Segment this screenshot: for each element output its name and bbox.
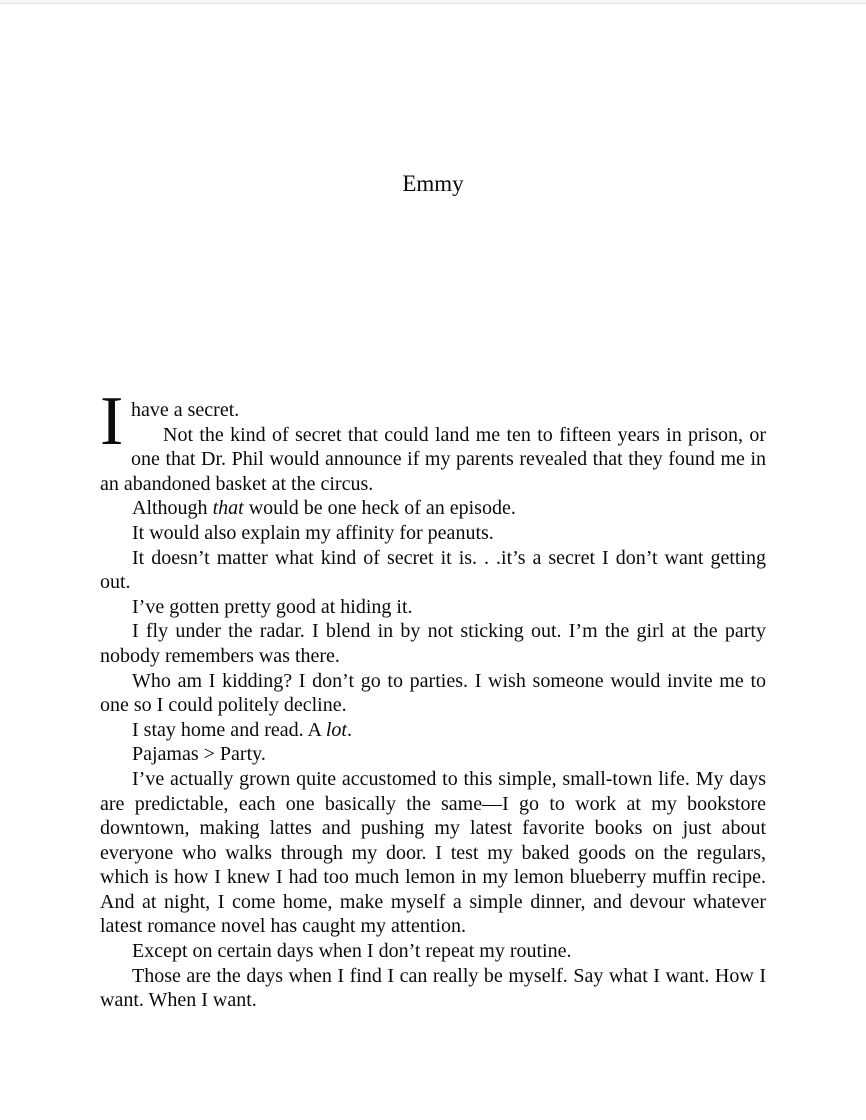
text-run: Not the kind of secret that could land me ten to fifteen years in prison, or one that Dr. Phil would announce if my parents revealed that they found me in an abandoned basket at the circus.: [100, 423, 766, 495]
paragraph: [100, 521, 766, 546]
text-run: It would also explain my affinity for peanuts.: [132, 521, 494, 544]
paragraph: [100, 939, 766, 964]
italic-text: that: [212, 497, 244, 520]
paragraph: [100, 619, 766, 668]
text-run: I fly under the radar. I blend in by not sticking out. I’m the girl at the party nobody remembers was there.: [100, 620, 766, 667]
text-run: Who am I kidding? I don’t go to parties. I wish someone would invite me to one so I could politely decline.: [100, 669, 766, 717]
chapter-title: Emmy: [402, 171, 464, 196]
text-run: Pajamas > Party.: [132, 743, 266, 766]
italic-text: lot: [325, 718, 347, 741]
paragraph: [100, 742, 766, 767]
drop-cap: I: [100, 383, 124, 460]
paragraph: [100, 964, 766, 1013]
text-run: .: [346, 718, 352, 741]
text-run: Although: [132, 497, 213, 520]
paragraph: [100, 767, 766, 939]
paragraph: [100, 669, 766, 718]
paragraph: [100, 718, 766, 743]
text-run: It doesn’t matter what kind of secret it is. . .it’s a secret I don’t want getting out.: [100, 546, 766, 594]
paragraph: [100, 595, 766, 620]
text-run: I’ve gotten pretty good at hiding it.: [132, 595, 413, 618]
text-run: Those are the days when I find I can really be myself. Say what I want. How I want. When I want.: [100, 964, 766, 1012]
text-run: Except on certain days when I don’t repeat my routine.: [132, 940, 572, 963]
paragraph: [100, 423, 766, 497]
text-run: would be one heck of an episode.: [243, 497, 516, 520]
text-run: I’ve actually grown quite accustomed to this simple, small-town life. My days are predictable, each one basically the same—I go to work at my bookstore downtown, making lattes and pushing my latest favorite books on just about everyone who walks through my door. I test my baked goods on the regulars, which is how I knew I had too much lemon in my lemon blueberry muffin recipe. And at night, I come home, make myself a simple dinner, and devour whatever latest romance novel has caught my attention.: [100, 767, 766, 938]
paragraph: [100, 546, 766, 595]
paragraph: [100, 496, 766, 521]
text-run: I stay home and read. A: [132, 718, 326, 741]
text-run: have a secret.: [131, 399, 240, 421]
page-body: [100, 383, 766, 1013]
top-divider: [0, 0, 866, 4]
